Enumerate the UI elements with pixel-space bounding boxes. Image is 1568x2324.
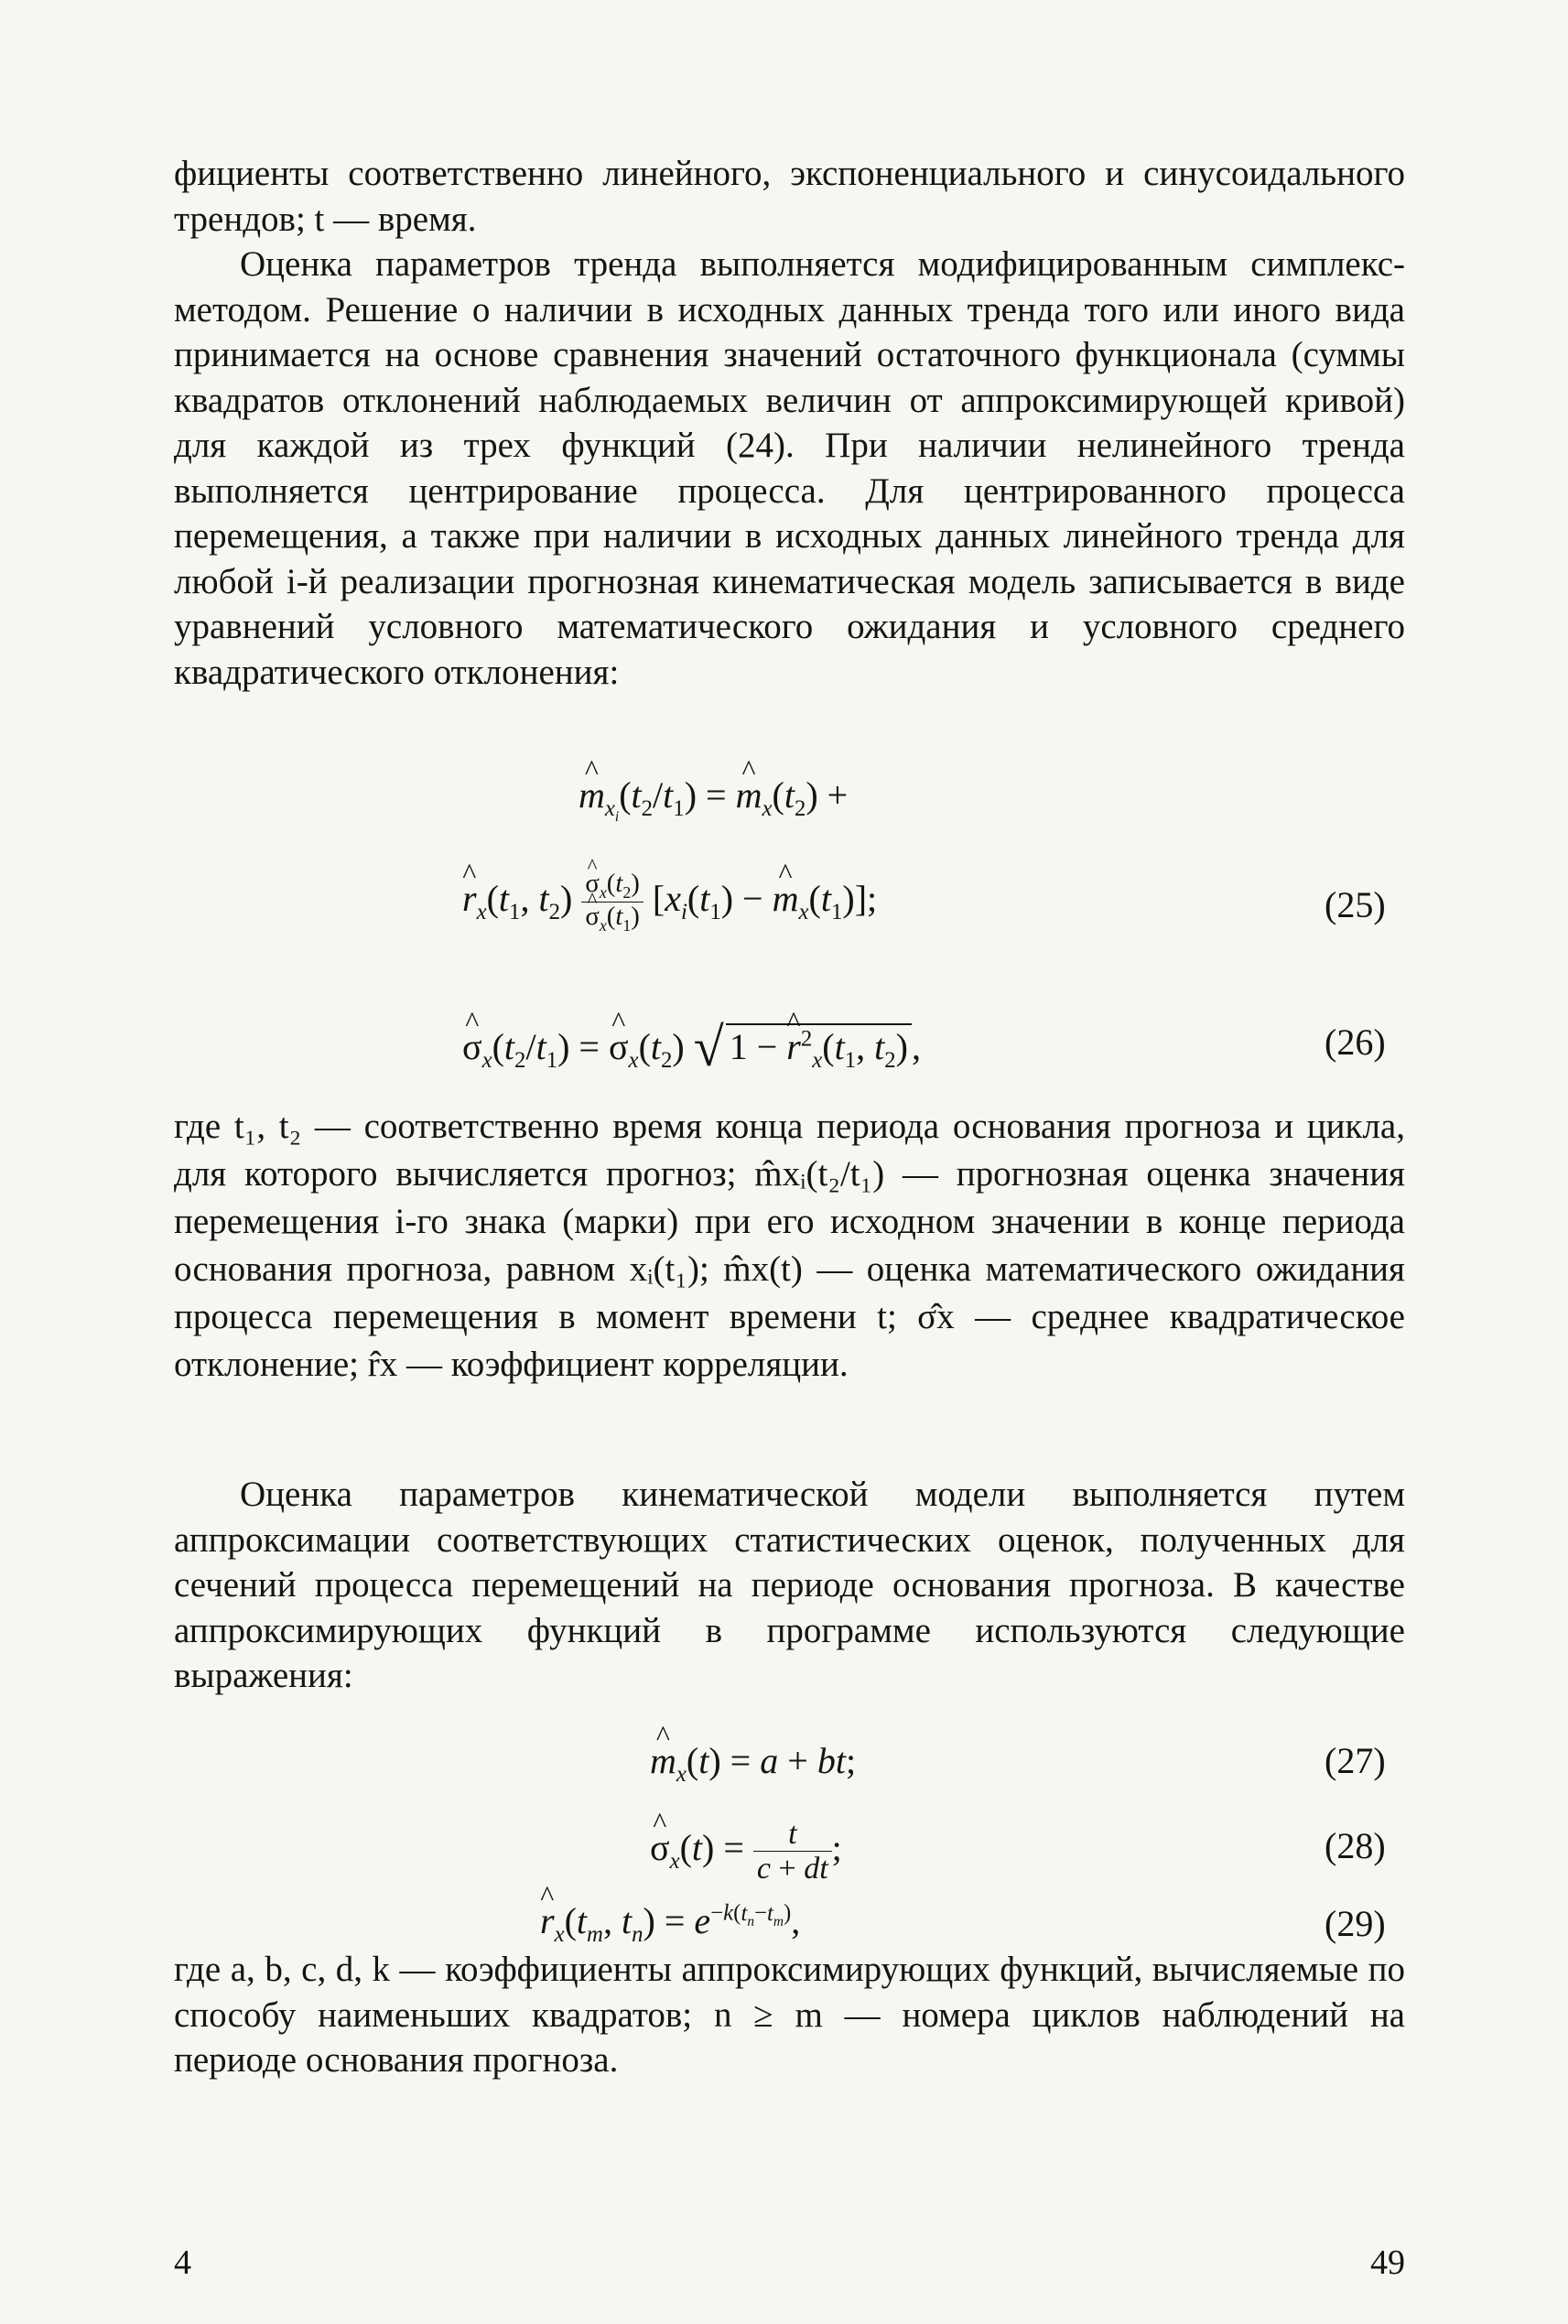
paragraph-3: где t₁, t₂ — соответственно время конца периода основания прогноза и цикла, для которого вычисляется прогноз; m̂xᵢ(t₂/t₁) — прогнозная оценка значения перемещения i-го знака (марки) при его исходном значении в конце периода основания прогноза, равном xᵢ(t₁); m̂x(t) — оценка математического ожидания процесса перемещения в момент времени t; σ̂x — среднее квадратическое отклонение; r̂x — коэффициент корреляции. <box>174 1107 1405 1384</box>
equation-29: ^ $r_x(t_m$, $t_n) = e^{-k(t_n-t_m)}$, <box>540 1899 800 1948</box>
equation-26: ^ $\sigma_x(t_2/t_1)$ = ^ $\sigma_x(t_2)$ √ 1 − ^ $r^2_x(t_1$, $t_2$) , <box>462 1016 921 1079</box>
sigma-ratio-fraction: ^ $\sigma_x(t_2)$ ^ $\sigma_x(t_1)$ <box>581 870 643 935</box>
text-block-top <box>174 151 1405 695</box>
equation-27-number: (27) <box>1325 1740 1386 1781</box>
paragraph-5: где a, b, c, d, k — коэффициенты аппроксимирующих функций, вычисляемые по способу наименьших квадратов; n ≥ m — номера циклов наблюдений на периоде основания прогноза. <box>174 1950 1405 2080</box>
radical-sign: √ <box>693 1017 724 1077</box>
text-block-bottom <box>174 1472 1405 1699</box>
text-block-middle <box>174 1103 1405 1389</box>
t-over-c-plus-dt: $\frac{t}{c + dt}$ <box>753 1817 832 1886</box>
equation-25-line-2: ^ $r_x(t_1$, $t_2$) ^ $\sigma_x(t_2)$ ^ $\sigma_x(t_1)$ [$x_i(t_1)$ − ^ $m_x(t_1)$]; <box>462 870 877 935</box>
equation-29-number: (29) <box>1325 1903 1386 1944</box>
equation-25-line-1: ^ $m_{x_i}(t_2/t_1)$ = ^ $m_x(t_2)$ + <box>579 773 848 826</box>
equation-26-number: (26) <box>1325 1021 1386 1063</box>
signature-mark: 4 <box>174 2243 191 2282</box>
equation-25-number: (25) <box>1325 884 1386 925</box>
paragraph-2: Оценка параметров тренда выполняется модифицированным симплекс-методом. Решение о наличии в исходных данных тренда того или иного вида принимается на основе сравнения значений остаточного функционала (суммы квадратов отклонений наблюдаемых величин от аппроксимирующей кривой) для каждой из трех функций (24). При наличии нелинейного тренда выполняется центрирование процесса. Для центрированного процесса перемещения, а также при наличии в исходных данных линейного тренда для любой i-й реализации прогнозная кинематическая модель записывается в виде уравнений условного математического ожидания и условного среднего квадратического отклонения: <box>174 244 1405 692</box>
paragraph-1: фициенты соответственно линейного, экспоненциального и синусоидального трендов; t — время. <box>174 154 1405 239</box>
paragraph-4: Оценка параметров кинематической модели выполняется путем аппроксимации соответствующих статистических оценок, полученных для сечений процесса перемещений на периоде основания прогноза. В качестве аппроксимирующих функций в программе используются следующие выражения: <box>174 1475 1405 1695</box>
equation-28-number: (28) <box>1325 1825 1386 1866</box>
equation-27: ^ $m_x(t) = a$ + bt; <box>650 1739 856 1788</box>
page-number: 49 <box>1370 2243 1405 2282</box>
equation-28: ^ $\sigma_x(t)$ = $\frac{t}{c + dt}$ ; <box>650 1817 842 1886</box>
text-block-tail <box>174 1947 1405 2083</box>
